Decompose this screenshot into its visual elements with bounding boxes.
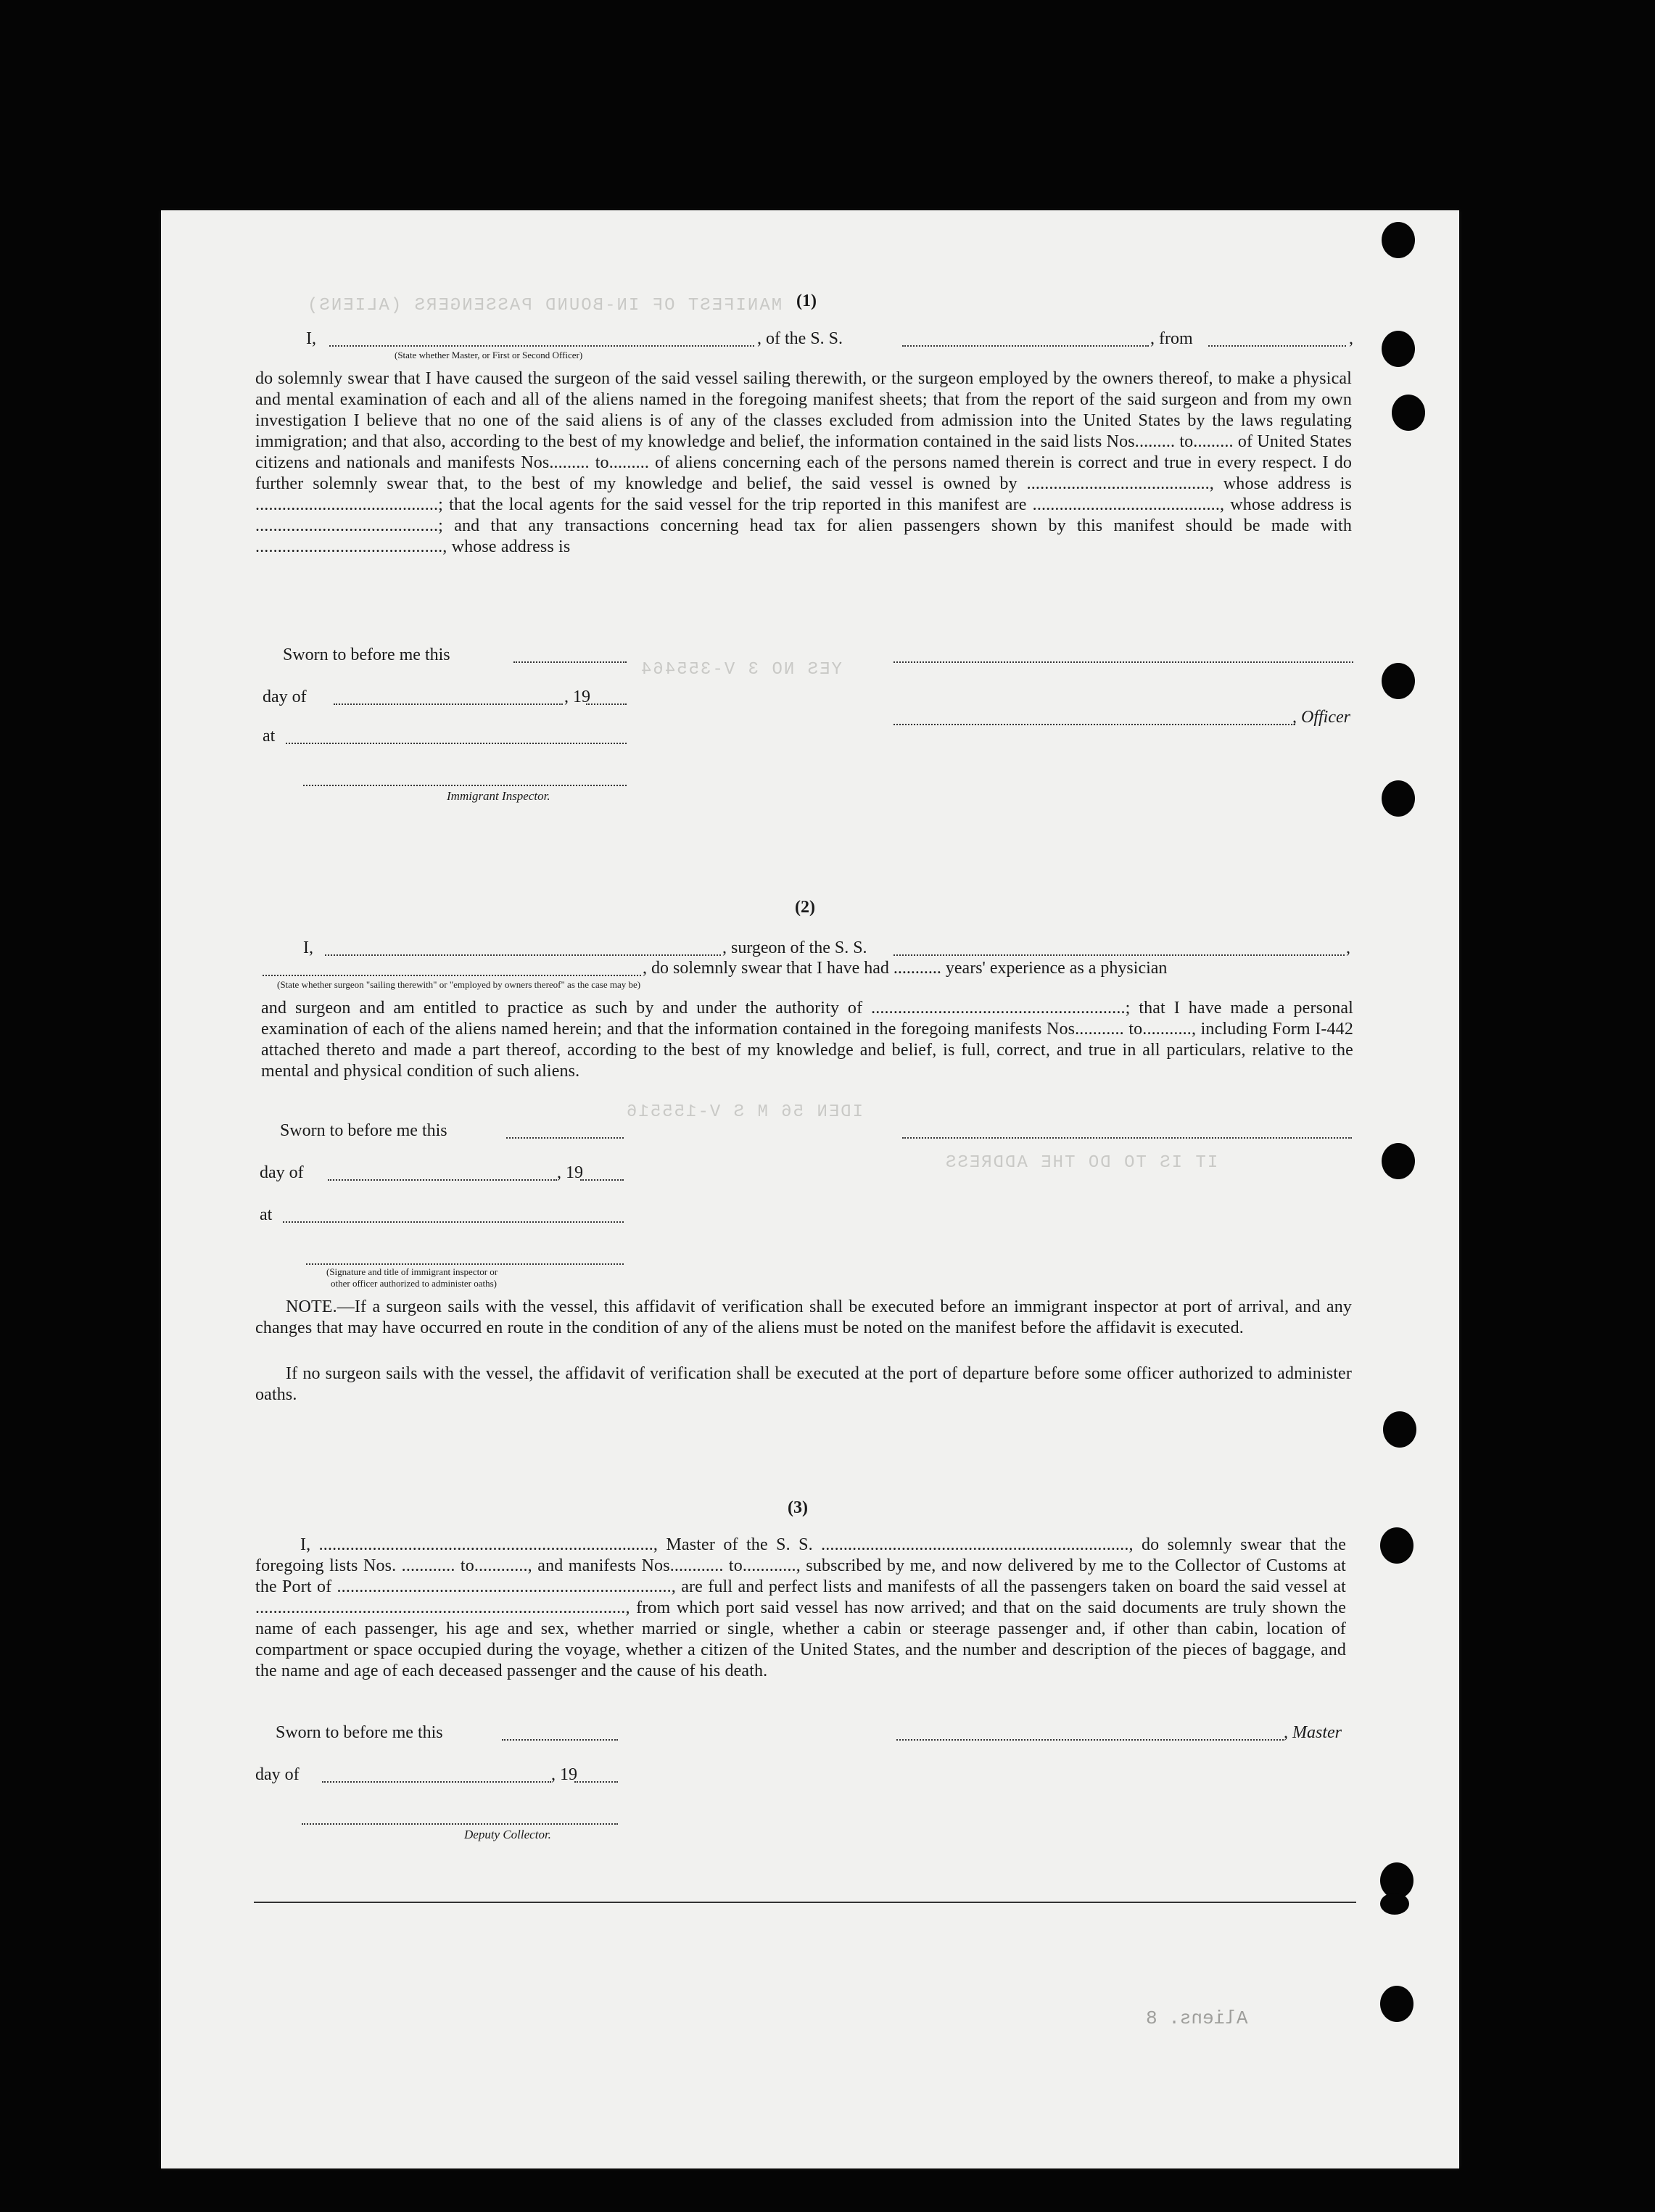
section-2-i-label: I, <box>303 938 313 957</box>
section-2-sub-caption: (State whether surgeon "sailing therewith" or "employed by owners thereof" as the case may be) <box>277 979 641 990</box>
bleed-through-text: YES NO 3 V-355464 <box>640 660 842 680</box>
comma: , <box>1349 329 1353 348</box>
note-text-1: —If a surgeon sails with the vessel, this affidavit of verification shall be executed before an immigrant inspector at port of arrival, and any changes that may have occurred en route in the condition of any of the aliens must be noted on the manifest before the affidavit is executed. <box>255 1297 1352 1337</box>
section-2-number: (2) <box>795 898 815 917</box>
day-of-label-3: day of <box>255 1765 300 1784</box>
year-blank-1[interactable] <box>586 702 627 705</box>
deputy-collector-signature-blank[interactable] <box>302 1822 618 1825</box>
punch-hole <box>1380 1527 1413 1564</box>
manifest-page <box>161 210 1459 2168</box>
master-caption: , Master <box>1284 1723 1342 1742</box>
year-blank-2[interactable] <box>580 1178 624 1181</box>
officer-caption: , Officer <box>1292 708 1350 727</box>
sworn-label-1: Sworn to before me this <box>283 645 450 664</box>
deputy-collector-caption: Deputy Collector. <box>464 1828 551 1841</box>
sworn-day-blank-1[interactable] <box>513 660 627 663</box>
surgeon-vessel-blank[interactable] <box>893 953 1345 956</box>
signature-caption-line-1: (Signature and title of immigrant inspector or <box>326 1266 498 1277</box>
officer-signature-blank[interactable] <box>893 660 1353 663</box>
bleed-through-text: IDEN 56 M S V-155516 <box>625 1102 864 1122</box>
at-label-2: at <box>260 1205 273 1224</box>
section-1-i-label: I, <box>306 329 316 348</box>
punch-hole <box>1382 780 1415 817</box>
punch-hole <box>1382 663 1415 699</box>
punch-hole <box>1392 395 1425 431</box>
year-prefix-1: , 19 <box>564 688 590 706</box>
of-ss-label: , of the S. S. <box>757 329 843 348</box>
sworn-day-blank-3[interactable] <box>502 1738 618 1741</box>
punch-hole <box>1382 1143 1415 1179</box>
surgeon-experience-line: , do solemnly swear that I have had ........... years' experience as a physician <box>643 959 1168 978</box>
section-1-sub-caption: (State whether Master, or First or Second Officer) <box>395 350 583 360</box>
at-label-1: at <box>263 727 276 746</box>
surgeon-signature-blank[interactable] <box>902 1136 1352 1139</box>
footer-rule <box>254 1902 1356 1903</box>
month-blank-1[interactable] <box>334 702 563 705</box>
section-3-number: (3) <box>788 1498 808 1517</box>
section-3-oath-text: I, ..........................................................................., Master of the S. S. ....................................................................., do solemnly swear that the foregoing lists Nos. ............ to............, and manifests Nos............ to............, subscribed by me, and now delivered by me to the Collector of Customs at the Port of ..........................................................................., are full and perfect lists and manifests of all the passengers taken on board the said vessel at ..................................................................................., from which port said vessel has now arrived; and that on the said documents are truly shown the name of each passenger, his age and sex, whether married or single, whether a cabin or steerage passenger and, if other than cabin, location of compartment or space occupied during the voyage, whether a citizen of the United States, and the number and description of the pieces of baggage, and the name and age of each deceased passenger and the cause of his death. <box>255 1535 1346 1680</box>
note-paragraph <box>255 1297 1352 1339</box>
punch-hole <box>1380 1986 1413 2022</box>
day-of-label-1: day of <box>263 688 307 706</box>
sworn-label-3: Sworn to before me this <box>276 1723 443 1742</box>
surgeon-of-ss-label: , surgeon of the S. S. <box>722 938 867 957</box>
section-1-oath-paragraph: do solemnly swear that I have caused the surgeon of the said vessel sailing therewith, or the surgeon employed by the owners thereof, to make a physical and mental examination of each and all of the aliens named in the foregoing manifest sheets; that from the report of the said surgeon and from my own investigation I believe that no one of the said aliens is of any of the classes excluded from admission into the United States by the laws regulating immigration; and that also, according to the best of my knowledge and belief, the information contained in the said lists Nos......... to......... of United States citizens and nationals and manifests Nos......... to......... of aliens concerning each of the persons named therein is correct and true in every respect. I do further solemnly swear that, to the best of my knowledge and belief, the said vessel is owned by ........................................., whose address is .........................................; that the local agents for the said vessel for the trip reported in this manifest are .........................................., whose address is .........................................; and that any transactions concerning head tax for alien passengers shown by this manifest should be made with .........................................., whose address is <box>255 369 1352 556</box>
place-blank-1[interactable] <box>286 741 627 744</box>
month-blank-3[interactable] <box>322 1780 551 1783</box>
day-of-label-2: day of <box>260 1163 304 1182</box>
note-text-2: If no surgeon sails with the vessel, the affidavit of verification shall be executed at the port of departure before some officer authorized to administer oaths. <box>255 1364 1352 1404</box>
year-prefix-3: , 19 <box>551 1765 577 1784</box>
year-prefix-2: , 19 <box>557 1163 583 1182</box>
punch-hole <box>1382 331 1415 367</box>
signature-caption-line-2: other officer authorized to administer oaths) <box>331 1278 497 1289</box>
place-blank-2[interactable] <box>283 1220 624 1223</box>
punch-hole <box>1383 1411 1416 1448</box>
surgeon-status-blank[interactable] <box>263 973 641 976</box>
comma: , <box>1346 938 1350 957</box>
year-blank-3[interactable] <box>574 1780 618 1783</box>
sworn-label-2: Sworn to before me this <box>280 1121 447 1140</box>
bleed-through-text: IT IS TO DO THE ADDRESS <box>944 1153 1218 1173</box>
section-1-number: (1) <box>796 292 817 310</box>
month-blank-2[interactable] <box>328 1178 557 1181</box>
port-blank[interactable] <box>1208 344 1346 347</box>
section-2-oath-paragraph: and surgeon and am entitled to practice as such by and under the authority of .........................................................; that I have made a personal examination of each of the aliens named herein; and that the information contained in the foregoing manifests Nos........... to..........., including Form I-442 attached thereto and made a part thereof, according to the best of my knowledge and belief, is full, correct, and true in all particulars, relative to the mental and physical condition of such aliens. <box>261 999 1353 1081</box>
section-3-oath-paragraph <box>255 1535 1346 1682</box>
punch-hole <box>1382 222 1415 258</box>
surgeon-name-blank[interactable] <box>325 953 721 956</box>
from-label: , from <box>1150 329 1193 348</box>
bleed-through-text: MANIFEST OF IN-BOUND PASSENGERS (ALIENS) <box>306 296 783 315</box>
administering-officer-signature-blank[interactable] <box>306 1262 624 1265</box>
note-label: NOTE. <box>286 1297 337 1316</box>
vessel-blank[interactable] <box>902 344 1149 347</box>
officer-title-blank[interactable] <box>893 722 1295 725</box>
sworn-day-blank-2[interactable] <box>506 1136 624 1139</box>
punch-hole <box>1380 1893 1409 1915</box>
aliens-stamp: Aliens. 8 <box>1146 2007 1248 2029</box>
master-signature-blank[interactable] <box>896 1738 1284 1741</box>
note-paragraph-2 <box>255 1363 1352 1406</box>
inspector-signature-blank[interactable] <box>303 783 627 786</box>
name-blank[interactable] <box>329 344 754 347</box>
inspector-caption: Immigrant Inspector. <box>447 789 550 803</box>
